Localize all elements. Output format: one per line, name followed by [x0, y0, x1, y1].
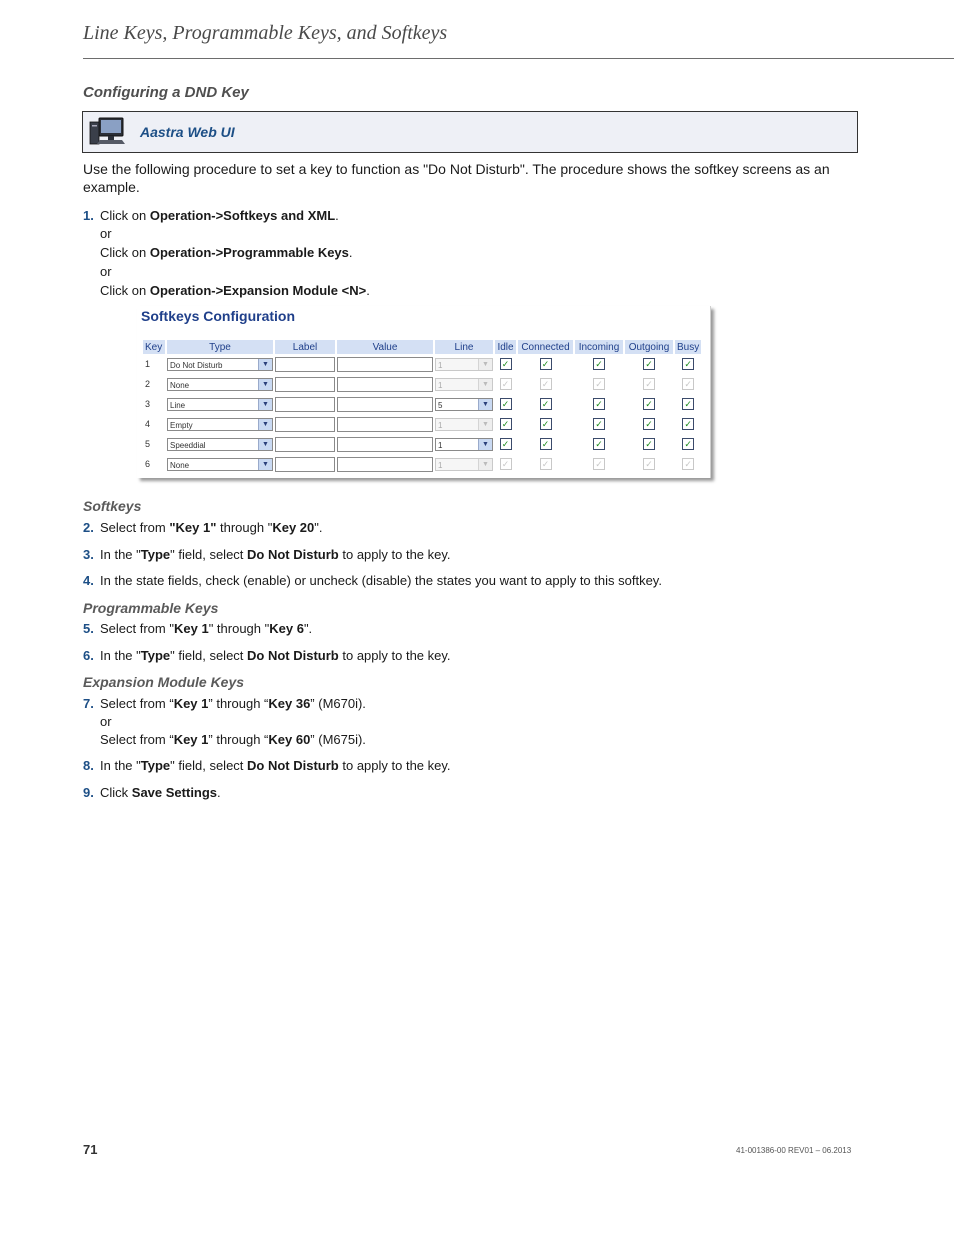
value-input[interactable]	[337, 437, 433, 452]
busy-checkbox[interactable]: ✓	[682, 398, 694, 410]
step-4: 4. In the state fields, check (enable) or uncheck (disable) the states you want to apply to this softkey.	[83, 573, 662, 588]
type-select-value: Speeddial	[170, 440, 206, 450]
line-select-value: 1	[438, 440, 443, 450]
step-3: 3. In the "Type" field, select Do Not Disturb to apply to the key.	[83, 547, 451, 562]
busy-checkbox[interactable]: ✓	[682, 438, 694, 450]
table-row	[143, 454, 701, 474]
document-id: 41-001386-00 REV01 – 06.2013	[736, 1146, 852, 1155]
type-select[interactable]	[167, 378, 273, 391]
line-select	[435, 418, 493, 431]
subhead-expansion-module-keys: Expansion Module Keys	[83, 674, 245, 690]
line-select-value: 5	[438, 400, 443, 410]
line-select-value: 1	[438, 360, 443, 370]
key-number: 1	[145, 359, 151, 369]
chevron-down-icon: ▼	[478, 439, 492, 450]
busy-checkbox: ✓	[682, 378, 694, 390]
line-select[interactable]	[435, 398, 493, 411]
table-header-row	[143, 340, 701, 354]
softkeys-config-screenshot	[137, 306, 711, 478]
page-number: 71	[83, 1142, 98, 1157]
incoming-checkbox[interactable]: ✓	[593, 438, 605, 450]
panel-title: Softkeys Configuration	[141, 308, 296, 324]
busy-checkbox[interactable]: ✓	[682, 358, 694, 370]
incoming-checkbox[interactable]: ✓	[593, 398, 605, 410]
menu-path: Operation->Softkeys and XML	[149, 208, 336, 223]
col-header-outgoing: Outgoing	[625, 340, 673, 354]
key-number: 3	[145, 399, 151, 409]
table-row	[143, 394, 701, 414]
col-header-key: Key	[143, 340, 165, 354]
chevron-down-icon: ▼	[258, 459, 272, 470]
col-header-label: Label	[275, 340, 335, 354]
step-5: 5. Select from "Key 1" through "Key 6".	[83, 621, 313, 636]
value-input[interactable]	[337, 397, 433, 412]
label-input[interactable]	[275, 377, 335, 392]
type-select[interactable]	[167, 418, 273, 431]
chevron-down-icon: ▼	[258, 379, 272, 390]
line-select-value: 1	[438, 420, 443, 430]
idle-checkbox: ✓	[500, 378, 512, 390]
chevron-down-icon: ▼	[478, 399, 492, 410]
idle-checkbox: ✓	[500, 458, 512, 470]
incoming-checkbox[interactable]: ✓	[593, 358, 605, 370]
label-input[interactable]	[275, 437, 335, 452]
col-header-type: Type	[167, 340, 273, 354]
value-input[interactable]	[337, 417, 433, 432]
table-row	[143, 434, 701, 454]
table-row	[143, 374, 701, 394]
chevron-down-icon: ▼	[258, 419, 272, 430]
value-input[interactable]	[337, 377, 433, 392]
connected-checkbox[interactable]: ✓	[540, 418, 552, 430]
chevron-down-icon: ▼	[478, 379, 492, 390]
web-ui-callout	[82, 111, 858, 153]
col-header-connected: Connected	[518, 340, 573, 354]
idle-checkbox[interactable]: ✓	[500, 398, 512, 410]
chevron-down-icon: ▼	[478, 359, 492, 370]
key-number: 2	[145, 379, 151, 389]
chevron-down-icon: ▼	[258, 439, 272, 450]
label-input[interactable]	[275, 397, 335, 412]
step-1: 1. Click on Operation->Softkeys and XML. or Click on Operation->Programmable Keys. or Click on Operation->Expansion Module <N>.	[83, 208, 370, 298]
connected-checkbox[interactable]: ✓	[540, 438, 552, 450]
softkeys-table	[141, 340, 703, 474]
type-select[interactable]	[167, 458, 273, 471]
col-header-busy: Busy	[677, 341, 700, 353]
table-row	[143, 414, 701, 434]
computer-icon	[89, 116, 129, 150]
label-input[interactable]	[275, 417, 335, 432]
line-select[interactable]	[435, 438, 493, 451]
outgoing-checkbox[interactable]: ✓	[643, 438, 655, 450]
idle-checkbox[interactable]: ✓	[500, 418, 512, 430]
step-7: 7. Select from “Key 1” through “Key 36” (M670i). or Select from “Key 1” through “Key 60” (M675i).	[83, 696, 366, 747]
type-select[interactable]	[167, 438, 273, 451]
col-header-idle: Idle	[495, 340, 516, 354]
type-select[interactable]	[167, 358, 273, 371]
value-input[interactable]	[337, 357, 433, 372]
table-row	[143, 354, 701, 374]
outgoing-checkbox[interactable]: ✓	[643, 418, 655, 430]
subhead-softkeys: Softkeys	[83, 498, 142, 514]
label-input[interactable]	[275, 457, 335, 472]
busy-checkbox[interactable]: ✓	[682, 418, 694, 430]
line-select-value: 1	[438, 460, 443, 470]
type-select-value: Do Not Disturb	[170, 360, 223, 370]
menu-path: Operation->Programmable Keys	[149, 245, 349, 260]
connected-checkbox: ✓	[540, 458, 552, 470]
menu-path: Operation->Expansion Module <N>	[149, 283, 367, 298]
busy-checkbox: ✓	[682, 458, 694, 470]
subhead-programmable-keys: Programmable Keys	[83, 600, 219, 616]
callout-label: Aastra Web UI	[140, 124, 235, 140]
value-input[interactable]	[337, 457, 433, 472]
key-number: 6	[145, 459, 151, 469]
header-divider	[83, 58, 954, 59]
chevron-down-icon: ▼	[258, 359, 272, 370]
line-select	[435, 378, 493, 391]
idle-checkbox[interactable]: ✓	[500, 358, 512, 370]
type-select-value: Line	[170, 400, 186, 410]
outgoing-checkbox: ✓	[643, 378, 655, 390]
outgoing-checkbox: ✓	[643, 458, 655, 470]
chevron-down-icon: ▼	[478, 459, 492, 470]
col-header-line: Line	[435, 340, 493, 354]
step-2: 2. Select from "Key 1" through "Key 20".	[83, 520, 323, 535]
section-title: Configuring a DND Key	[83, 84, 249, 101]
type-select-value: None	[170, 460, 190, 470]
line-select-value: 1	[438, 380, 443, 390]
label-input[interactable]	[275, 357, 335, 372]
incoming-checkbox[interactable]: ✓	[593, 418, 605, 430]
key-number: 5	[145, 439, 151, 449]
col-header-incoming: Incoming	[575, 340, 623, 354]
key-number: 4	[145, 419, 151, 429]
incoming-checkbox: ✓	[593, 378, 605, 390]
col-header-value: Value	[337, 340, 433, 354]
type-select-value: Empty	[170, 420, 193, 430]
idle-checkbox[interactable]: ✓	[500, 438, 512, 450]
step-6: 6. In the "Type" field, select Do Not Disturb to apply to the key.	[83, 648, 451, 663]
connected-checkbox[interactable]: ✓	[540, 358, 552, 370]
chevron-down-icon: ▼	[258, 399, 272, 410]
chevron-down-icon: ▼	[478, 419, 492, 430]
step-9: 9. Click Save Settings.	[83, 785, 221, 800]
step-8: 8. In the "Type" field, select Do Not Disturb to apply to the key.	[83, 758, 451, 773]
page-header-title: Line Keys, Programmable Keys, and Softkeys	[83, 22, 448, 44]
line-select	[435, 358, 493, 371]
step-number: 1.	[83, 208, 94, 223]
outgoing-checkbox[interactable]: ✓	[643, 398, 655, 410]
intro-paragraph: Use the following procedure to set a key to function as "Do Not Disturb". The procedure shows the softkey screens as an example.	[83, 161, 830, 195]
connected-checkbox: ✓	[540, 378, 552, 390]
type-select[interactable]	[167, 398, 273, 411]
incoming-checkbox: ✓	[593, 458, 605, 470]
type-select-value: None	[170, 380, 190, 390]
connected-checkbox[interactable]: ✓	[540, 398, 552, 410]
line-select	[435, 458, 493, 471]
outgoing-checkbox[interactable]: ✓	[643, 358, 655, 370]
